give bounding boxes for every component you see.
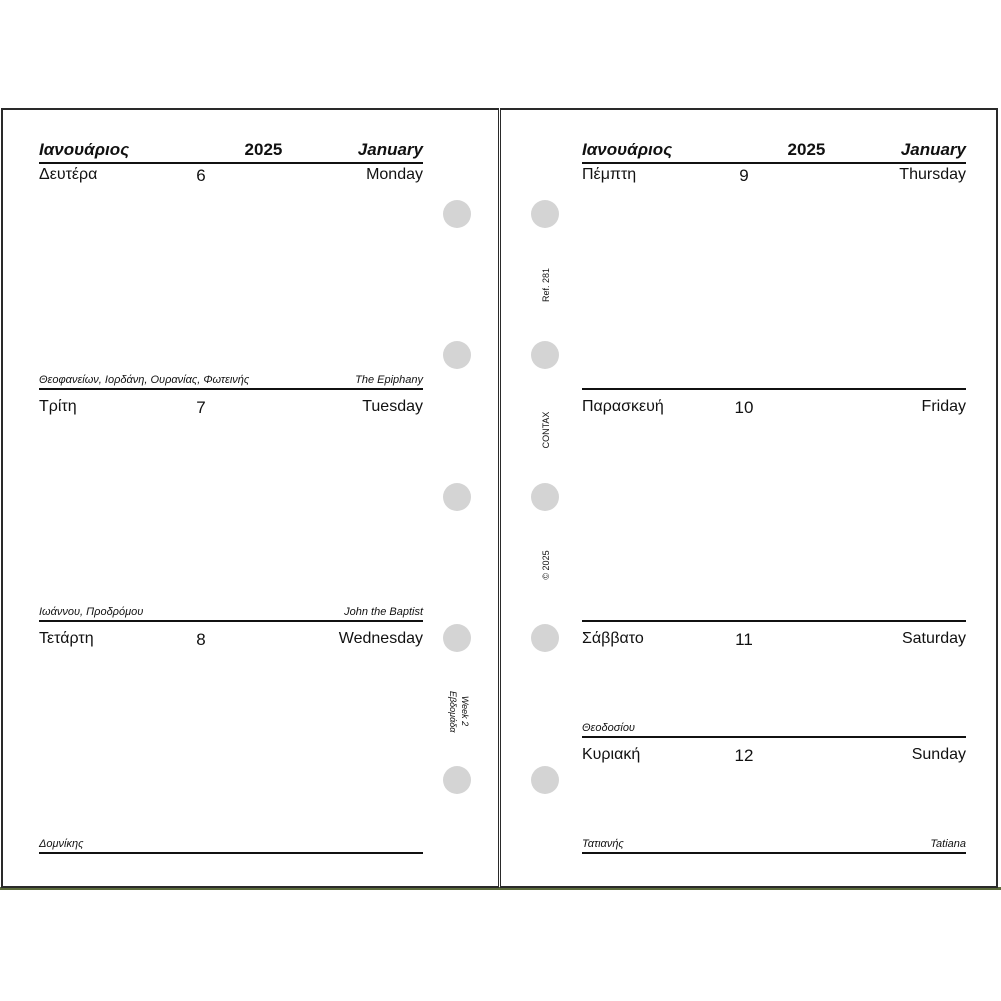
day-number: 10 bbox=[734, 398, 754, 417]
binder-hole bbox=[443, 766, 471, 794]
greek-month: Ιανουάριος bbox=[582, 140, 673, 159]
day-number: 8 bbox=[196, 630, 206, 649]
day-english: Wednesday bbox=[338, 630, 423, 647]
day-row bbox=[582, 166, 966, 188]
day-greek: Σάββατο bbox=[582, 630, 644, 647]
day-greek: Τετάρτη bbox=[39, 630, 94, 647]
english-month: January bbox=[357, 140, 423, 159]
name-day-note bbox=[39, 604, 423, 622]
day-english: Tuesday bbox=[362, 398, 423, 415]
day-number: 12 bbox=[734, 746, 754, 765]
note-english: Tatiana bbox=[930, 838, 966, 850]
note-english: The Epiphany bbox=[355, 374, 423, 386]
week-label-english: Week 2 bbox=[460, 695, 470, 727]
note-greek: Θεοδοσίου bbox=[582, 722, 635, 734]
day-row bbox=[39, 398, 423, 420]
binder-hole bbox=[443, 483, 471, 511]
day-number: 11 bbox=[735, 630, 753, 649]
name-day-note bbox=[582, 836, 966, 854]
note-greek: Τατιανής bbox=[582, 838, 624, 850]
day-row bbox=[39, 630, 423, 652]
binder-hole bbox=[531, 624, 559, 652]
day-number: 7 bbox=[196, 398, 206, 417]
day-english: Monday bbox=[366, 166, 423, 183]
name-day-note bbox=[582, 604, 966, 622]
day-english: Sunday bbox=[911, 746, 966, 763]
binder-hole bbox=[531, 766, 559, 794]
name-day-note bbox=[582, 372, 966, 390]
day-english: Saturday bbox=[901, 630, 966, 647]
binder-hole bbox=[443, 341, 471, 369]
name-day-note bbox=[582, 720, 966, 738]
planner-page-left bbox=[1, 108, 499, 888]
day-row bbox=[39, 166, 423, 188]
english-month: January bbox=[900, 140, 966, 159]
planner-page-right bbox=[500, 108, 998, 888]
note-english: John the Baptist bbox=[344, 606, 423, 618]
day-row bbox=[582, 630, 966, 652]
ref-label: Ref. 281 bbox=[541, 267, 551, 303]
binder-hole bbox=[531, 341, 559, 369]
day-greek: Τρίτη bbox=[39, 398, 77, 415]
binder-hole bbox=[443, 624, 471, 652]
day-english: Friday bbox=[921, 398, 966, 415]
day-number: 6 bbox=[196, 166, 206, 185]
copyright-label: © 2025 bbox=[541, 550, 551, 580]
binder-hole bbox=[443, 200, 471, 228]
day-english: Thursday bbox=[899, 166, 966, 183]
week-label-greek: Εβδομάδα bbox=[448, 691, 458, 733]
day-greek: Πέμπτη bbox=[582, 166, 637, 183]
day-greek: Δευτέρα bbox=[39, 166, 98, 183]
page-header bbox=[39, 138, 423, 164]
day-greek: Κυριακή bbox=[582, 746, 641, 763]
name-day-note bbox=[39, 836, 423, 854]
binder-hole bbox=[531, 483, 559, 511]
note-greek: Ιωάννου, Προδρόμου bbox=[39, 606, 144, 618]
note-greek: Δομνίκης bbox=[39, 838, 84, 850]
page-header bbox=[582, 138, 966, 164]
day-row bbox=[582, 746, 966, 768]
year: 2025 bbox=[244, 140, 283, 159]
binder-hole bbox=[531, 200, 559, 228]
name-day-note bbox=[39, 372, 423, 390]
greek-month: Ιανουάριος bbox=[39, 140, 130, 159]
day-row bbox=[582, 398, 966, 420]
brand-label: CONTAX bbox=[541, 411, 551, 449]
day-greek: Παρασκευή bbox=[582, 398, 664, 415]
year: 2025 bbox=[787, 140, 826, 159]
note-greek: Θεοφανείων, Ιορδάνη, Ουρανίας, Φωτεινής bbox=[39, 374, 250, 386]
day-number: 9 bbox=[739, 166, 749, 185]
